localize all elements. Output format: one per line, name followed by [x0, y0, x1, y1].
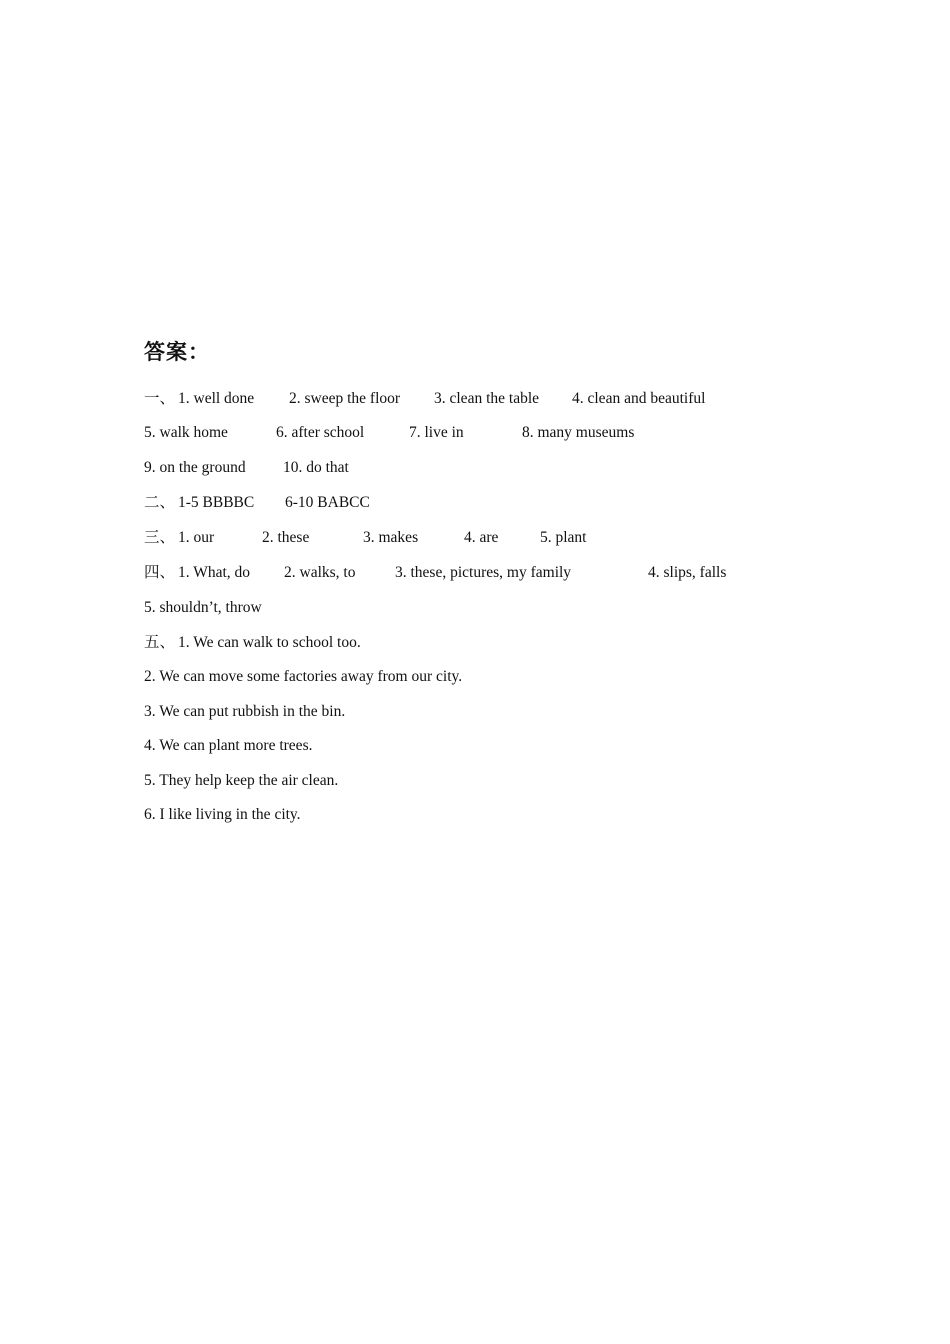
- answer-item: 3. clean the table: [434, 390, 540, 407]
- section-5-marker: 五、: [144, 634, 176, 651]
- answer-item: 1-5 BBBBC: [178, 494, 255, 511]
- page-title: 答案：: [144, 340, 210, 364]
- answer-item: 2. sweep the floor: [289, 390, 401, 407]
- answer-sentence: 3. We can put rubbish in the bin.: [144, 703, 346, 720]
- answer-sentence: 5. They help keep the air clean.: [144, 772, 339, 789]
- answer-item: 1. our: [178, 529, 215, 546]
- answer-sentence: 6. I like living in the city.: [144, 806, 301, 823]
- answer-item: 5. shouldn’t, throw: [144, 599, 262, 616]
- answer-item: 6. after school: [276, 424, 365, 441]
- answer-item: 10. do that: [283, 459, 349, 476]
- answer-item: 1. well done: [178, 390, 255, 407]
- answer-item: 8. many museums: [522, 424, 635, 441]
- section-3-marker: 三、: [144, 529, 176, 546]
- answer-item: 5. walk home: [144, 424, 228, 441]
- answer-sentence: 1. We can walk to school too.: [178, 634, 361, 651]
- answer-sentence: 4. We can plant more trees.: [144, 737, 313, 754]
- section-2-marker: 二、: [144, 494, 176, 511]
- answer-item: 4. clean and beautiful: [572, 390, 706, 407]
- answer-item: 3. makes: [363, 529, 419, 546]
- answer-item: 5. plant: [540, 529, 587, 546]
- answer-item: 7. live in: [409, 424, 464, 441]
- answer-item: 1. What, do: [178, 564, 251, 581]
- answer-item: 9. on the ground: [144, 459, 246, 476]
- answer-sentence: 2. We can move some factories away from our city.: [144, 668, 463, 685]
- answer-item: 3. these, pictures, my family: [395, 564, 572, 581]
- answer-item: 2. these: [262, 529, 310, 546]
- answer-item: 4. are: [464, 529, 499, 546]
- section-4-marker: 四、: [144, 564, 176, 581]
- answer-item: 4. slips, falls: [648, 564, 727, 581]
- answer-item: 6-10 BABCC: [285, 494, 370, 511]
- answer-item: 2. walks, to: [284, 564, 356, 581]
- section-1-marker: 一、: [144, 390, 176, 407]
